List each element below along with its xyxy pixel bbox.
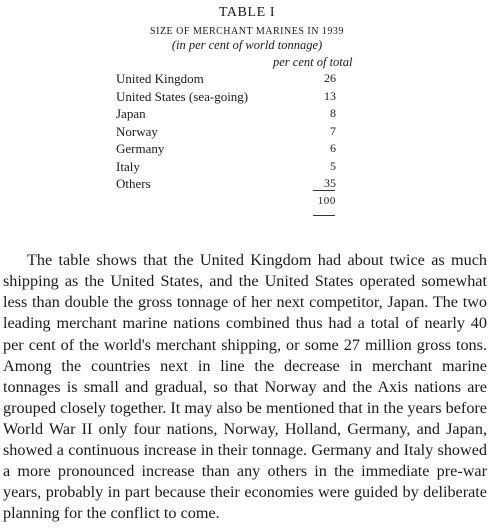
value-cell: 5	[330, 158, 336, 173]
body-paragraph: The table shows that the United Kingdom had about twice as much shipping as the United States, and the United States operated somewhat less than double the gross tonnage of her next competitor, Japan. The two leading merchant marine nations combined thus had a total of nearly 40 per cent of the world's merchant shipping, or some 27 million gross tons. Among the countries next in line the decrease in merchant marine tonnages is small and gradual, so that Norway and the Axis nations are grouped closely together. It may also be mentioned that in the years before World War II only four nations, Norway, Holland, Germany, and Japan, showed a continuous increase in their tonnage. Germany and Italy showed a more pronounced increase than any others in the immediate pre-war years, probably in part because their economies were guided by deliberate planning for the conflict to come.	[3, 251, 487, 523]
column-header: per cent of total	[273, 55, 353, 69]
value-cell: 13	[324, 88, 336, 103]
country-cell: Norway	[116, 123, 158, 139]
table-subtitle: SIZE OF MERCHANT MARINES IN 1939	[150, 26, 344, 37]
country-cell: Italy	[116, 158, 140, 174]
table-row	[116, 123, 336, 141]
country-cell: United Kingdom	[116, 71, 204, 86]
value-cell: 8	[330, 106, 336, 120]
value-cell: 35	[324, 176, 336, 190]
table-row	[116, 88, 336, 106]
table-row	[116, 158, 336, 176]
country-cell: Others	[116, 176, 151, 191]
table-row	[116, 140, 336, 158]
total-rule-top	[313, 190, 335, 191]
country-cell: Japan	[116, 106, 146, 121]
table-body	[116, 70, 336, 193]
value-cell: 26	[324, 71, 336, 85]
country-cell: Germany	[116, 141, 165, 156]
country-cell: United States (sea-going)	[116, 88, 249, 104]
value-cell: 6	[330, 141, 336, 155]
value-cell: 7	[330, 123, 336, 138]
table-row	[116, 105, 336, 123]
total-value: 100	[317, 195, 336, 207]
table-title: TABLE I	[218, 5, 276, 20]
table-row	[116, 70, 336, 88]
total-rule-bottom	[313, 215, 335, 216]
table-row	[116, 175, 336, 193]
table-subtitle-note: (in per cent of world tonnage)	[171, 38, 323, 52]
